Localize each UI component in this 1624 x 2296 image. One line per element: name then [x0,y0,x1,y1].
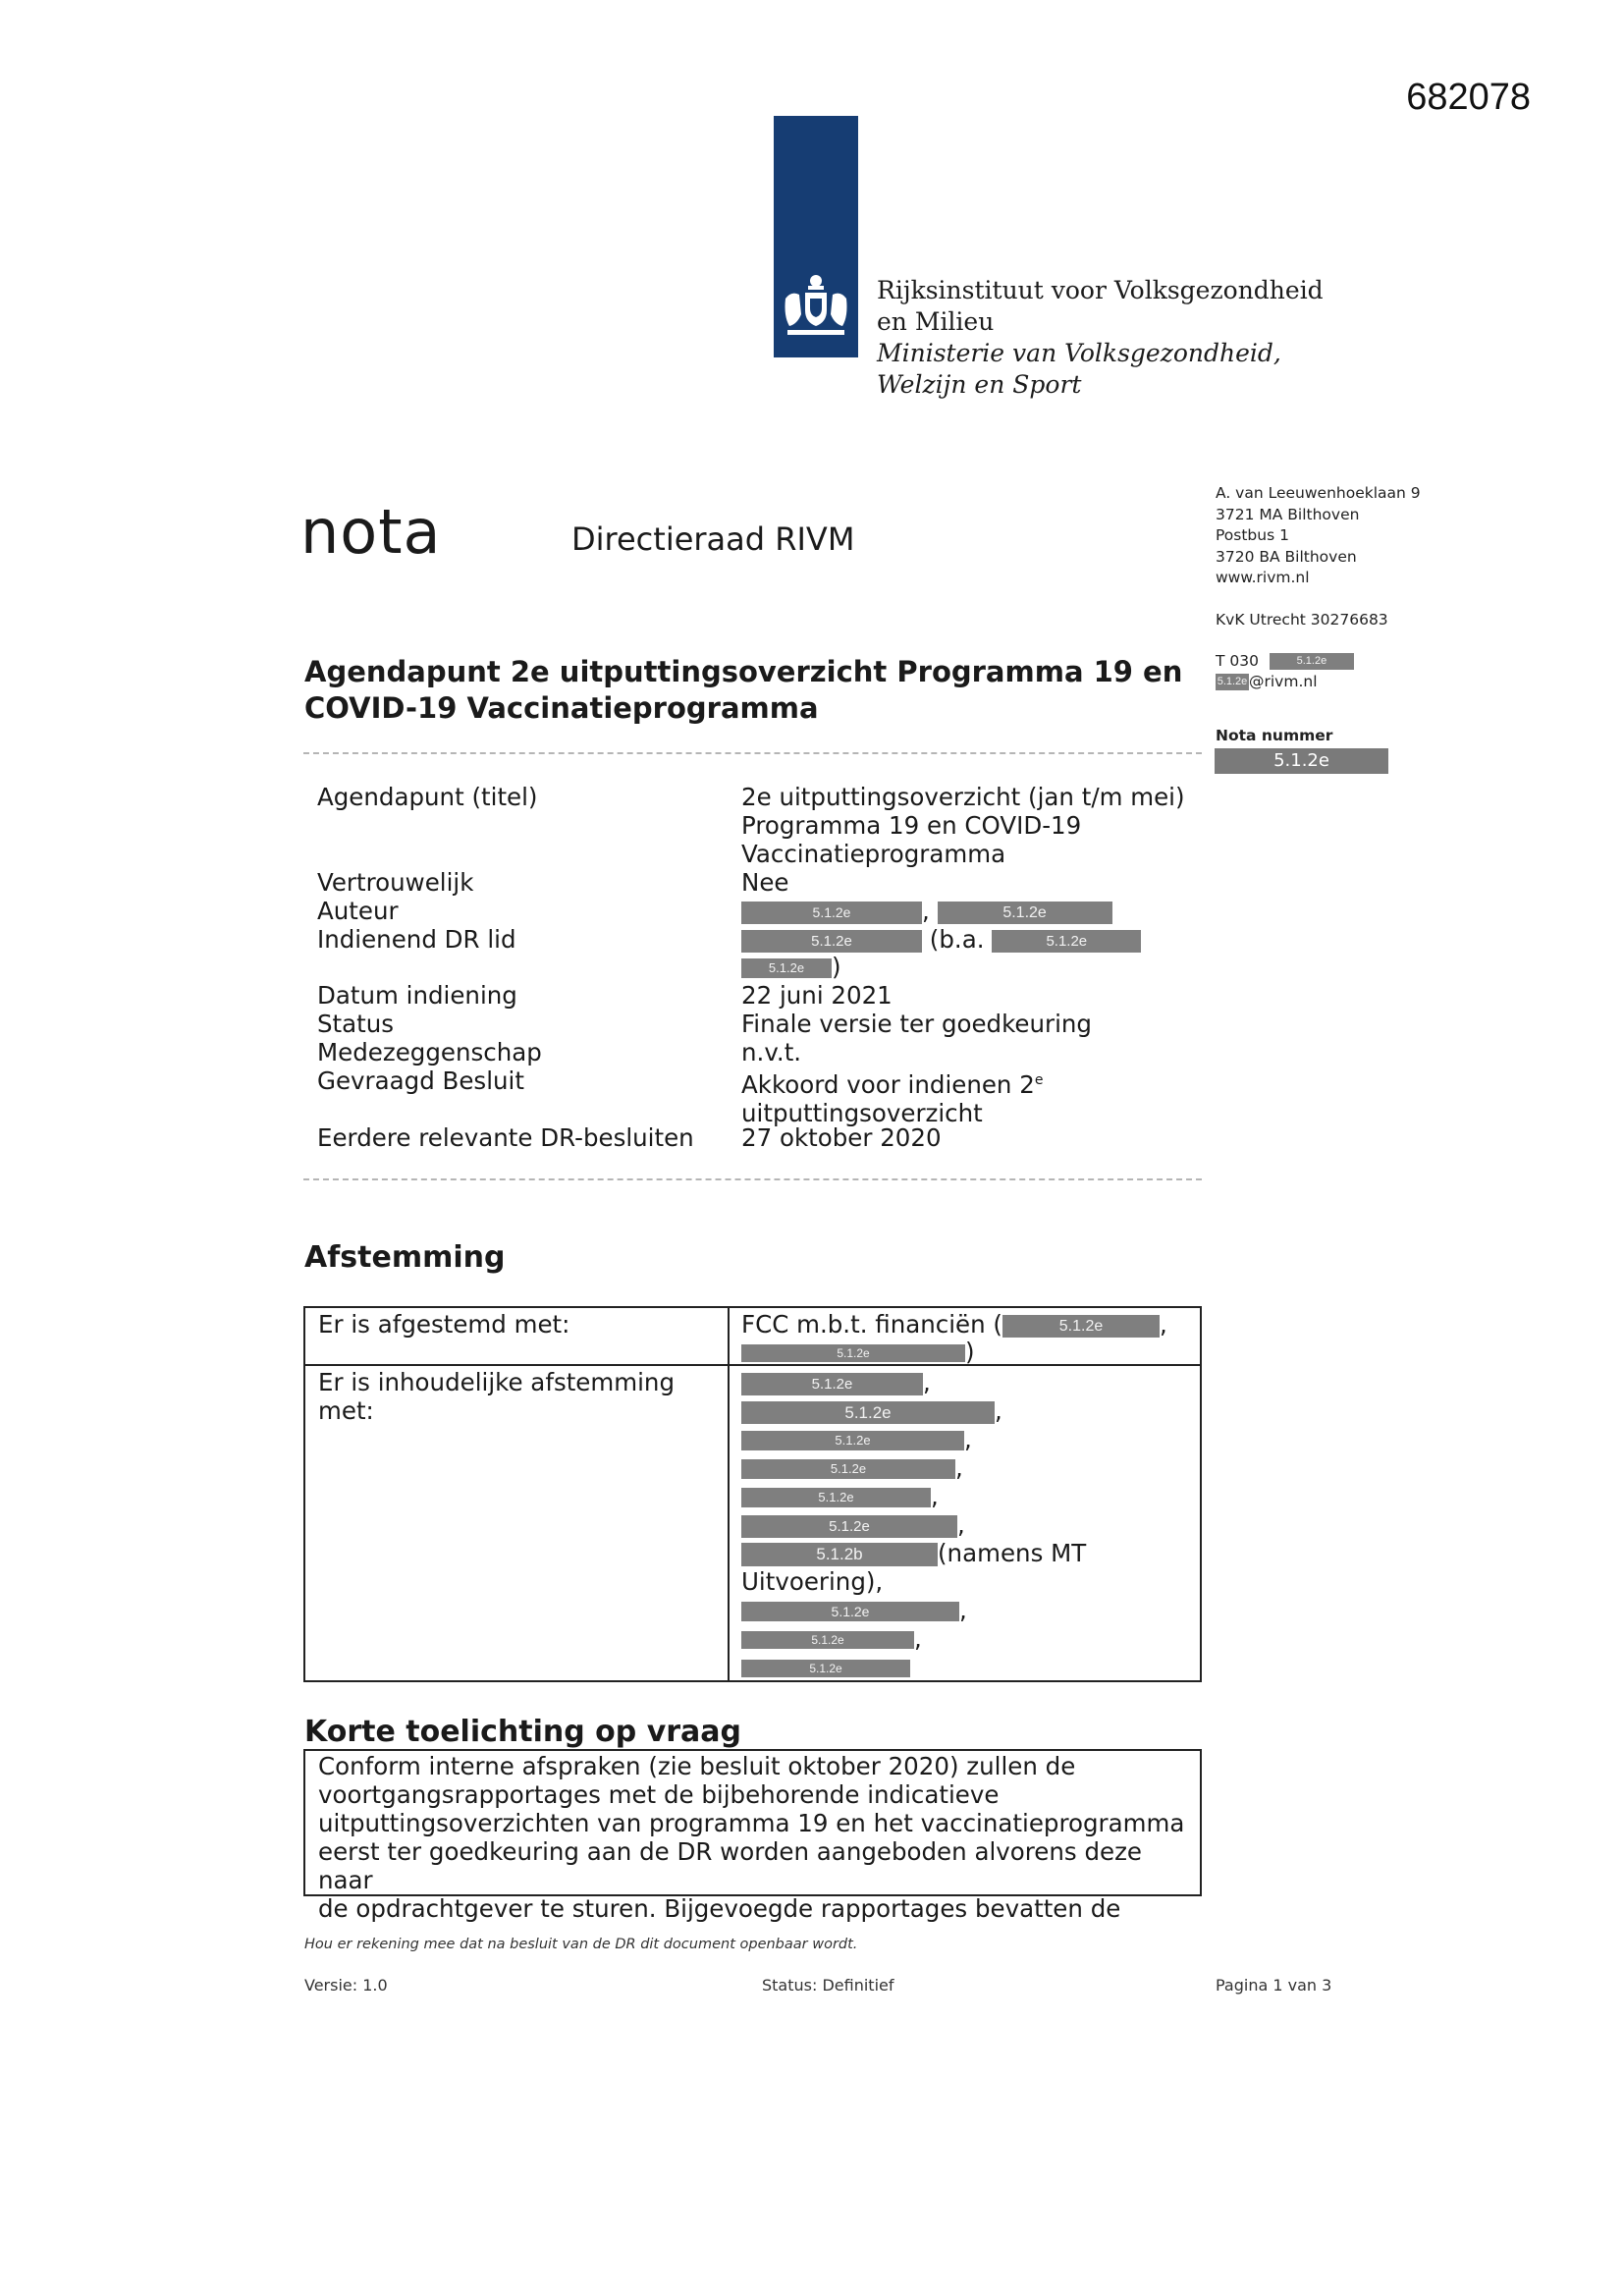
row1-value: FCC m.b.t. financiën ( 5.1.2e , [741,1310,1167,1339]
redacted-block: 5.1.2e [741,958,832,978]
dr-lid-value [741,925,1141,954]
row1-label: Er is afgestemd met: [318,1310,570,1339]
redacted-block: 5.1.2e [741,1488,931,1507]
document-number: 682078 [1406,77,1531,118]
contact-line: 5.1.2e , [741,1368,931,1396]
agendapunt-value [741,783,1185,868]
redacted-block: 5.1.2e [741,1401,995,1424]
redacted-block: 5.1.2e [992,930,1141,953]
datum-label: Datum indiening [317,981,517,1010]
redacted-block: 5.1.2e [741,1602,959,1621]
redacted-block: 5.1.2e [741,1431,964,1450]
agendapunt-line: Programma 19 en COVID-19 [741,811,1082,840]
document-title: Agendapunt 2e uitputtingsoverzicht Programma 19 en COVID-19 Vaccinatieprogramma [304,655,1183,725]
contact-line [741,1539,1086,1567]
besluit-value [741,1066,1043,1127]
afstemming-heading: Afstemming [304,1240,506,1275]
medezeggenschap-value: n.v.t. [741,1038,802,1066]
redacted-block: 5.1.2b [741,1543,938,1566]
email-suffix: @rivm.nl [1249,673,1318,690]
address-line: Postbus 1 [1216,526,1289,544]
dr-lid-label: Indienend DR lid [317,925,516,954]
addressee: Directieraad RIVM [571,520,855,558]
toelichting-heading: Korte toelichting op vraag [304,1715,742,1749]
kvk-number: KvK Utrecht 30276683 [1216,611,1388,629]
nota-number-redacted: 5.1.2e [1215,748,1388,774]
toelichting-line: de opdrachtgever te sturen. Bijgevoegde rapportages bevatten de [318,1894,1121,1923]
besluit-label: Gevraagd Besluit [317,1066,524,1095]
medezeggenschap-label: Medezeggenschap [317,1038,542,1066]
contact-line: 5.1.2e , [741,1510,965,1539]
table-column-divider [728,1306,730,1682]
doc-type: nota [300,496,442,568]
contact-line: 5.1.2e , [741,1624,922,1653]
toelichting-line: Conform interne afspraken (zie besluit oktober 2020) zullen de [318,1752,1076,1780]
contact-line: 5.1.2e , [741,1425,972,1453]
nota-number-label: Nota nummer [1216,727,1333,744]
tel-prefix: T 030 [1216,652,1259,670]
redacted-block: 5.1.2e [741,1631,914,1649]
address-line: 3721 MA Bilthoven [1216,505,1360,523]
fcc-text: FCC m.b.t. financiën ( [741,1310,1002,1339]
status-label: Status [317,1010,395,1038]
auteur-label: Auteur [317,897,399,925]
toelichting-line: eerst ter goedkeuring aan de DR worden aangeboden alvorens deze naar [318,1837,1143,1894]
agendapunt-line: Vaccinatieprogramma [741,840,1006,868]
redacted-block: 5.1.2e [741,1373,923,1395]
row1-value-cont: 5.1.2e ) [741,1338,975,1366]
org-name-line1: Rijksinstituut voor Volksgezondheid [877,276,1324,304]
namens-text: (namens MT [938,1539,1087,1567]
contact-line: 5.1.2e , [741,1596,967,1624]
redacted-block: 5.1.2e [938,902,1112,924]
agendapunt-line: 2e uitputtingsoverzicht (jan t/m mei) [741,783,1185,811]
redacted-block: 5.1.2e [741,1459,955,1479]
divider [303,1178,1202,1180]
vertrouwelijk-value: Nee [741,868,789,897]
redacted-block: 5.1.2e [741,1344,965,1362]
sender-address [1216,483,1421,589]
dr-lid-ba: (b.a. [929,925,985,954]
uitvoering-text: Uitvoering), [741,1567,884,1596]
toelichting-text [318,1752,1197,1923]
besluit-line: Akkoord voor indienen 2 [741,1070,1035,1100]
vertrouwelijk-label: Vertrouwelijk [317,868,474,897]
redacted-block: 5.1.2e [741,1515,957,1538]
org-name-line2: en Milieu [877,307,995,336]
superscript: e [1034,1072,1044,1088]
address-line: A. van Leeuwenhoeklaan 9 [1216,484,1421,502]
redacted-block: 5.1.2e [1216,674,1249,690]
ministry-line1: Ministerie van Volksgezondheid, [877,339,1281,367]
besluit-line: uitputtingsoverzicht [741,1099,983,1128]
status-value: Finale versie ter goedkeuring [741,1010,1092,1038]
email [1216,673,1318,690]
row2-label: Er is inhoudelijke afstemming met: [318,1368,676,1425]
redacted-block: 5.1.2e [1270,653,1354,670]
redacted-block: 5.1.2e [741,1660,910,1677]
toelichting-line: voortgangsrapportages met de bijbehorende indicatieve [318,1780,1000,1809]
agendapunt-label: Agendapunt (titel) [317,783,538,811]
page-number: Pagina 1 van 3 [1216,1976,1332,1995]
eerdere-label: Eerdere relevante DR-besluiten [317,1123,694,1152]
version-label: Versie: 1.0 [304,1976,388,1995]
address-line: 3720 BA Bilthoven [1216,547,1357,566]
eerdere-value: 27 oktober 2020 [741,1123,942,1152]
contact-line [741,1653,910,1681]
telephone [1216,652,1354,670]
contact-line: 5.1.2e , [741,1482,939,1510]
auteur-value: 5.1.2e , 5.1.2e [741,897,1112,925]
contact-line: 5.1.2e , [741,1396,1002,1425]
ministry-line2: Welzijn en Sport [877,370,1082,399]
website-link[interactable]: www.rivm.nl [1216,569,1310,586]
redacted-block: 5.1.2e [741,930,922,953]
status-footer: Status: Definitief [762,1976,894,1995]
toelichting-line: uitputtingsoverzichten van programma 19 en het vaccinatieprogramma [318,1809,1185,1837]
divider [303,752,1202,754]
dr-lid-value-cont: 5.1.2e ) [741,953,841,981]
redacted-block: 5.1.2e [1002,1315,1160,1338]
redacted-block: 5.1.2e [741,902,922,924]
organization-name [877,275,1324,401]
datum-value: 22 juni 2021 [741,981,893,1010]
disclosure-note: Hou er rekening mee dat na besluit van de DR dit document openbaar wordt. [304,1937,858,1952]
contact-line: 5.1.2e , [741,1453,963,1482]
crest-icon [778,269,854,346]
